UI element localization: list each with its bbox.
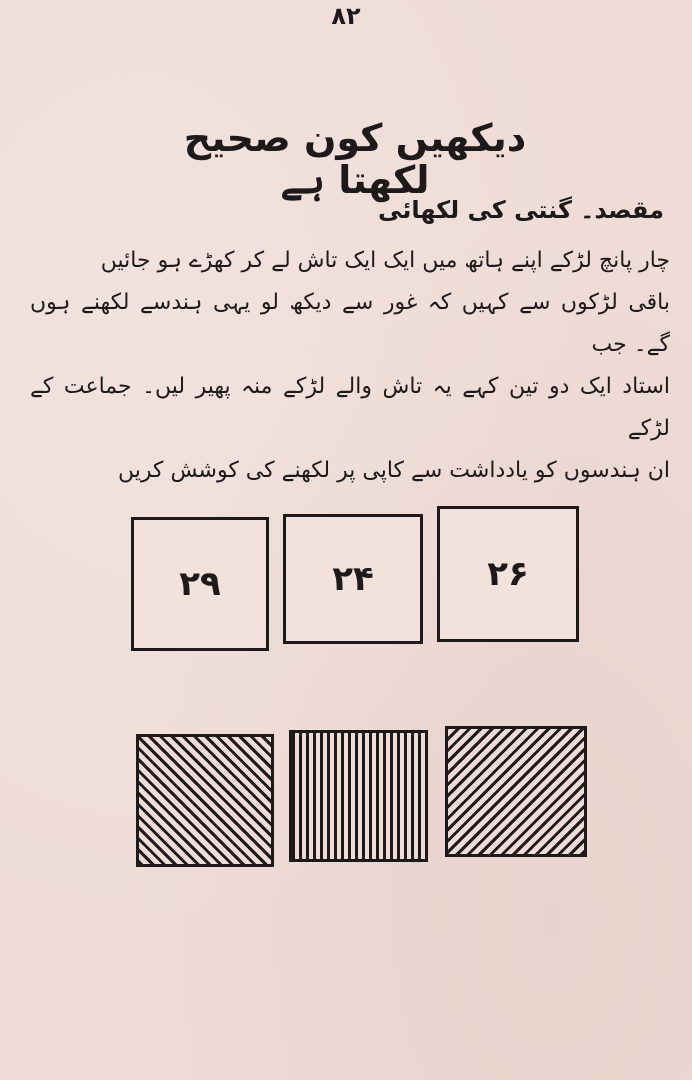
card-back-diagonal: [136, 734, 274, 867]
number-card: [283, 514, 423, 644]
page-title: دیکھیں کون صحیح لکھتا ہے: [183, 116, 527, 202]
card-number: ۲۹: [179, 564, 221, 604]
number-card: [437, 506, 579, 642]
page-number: ۸۲: [331, 2, 361, 30]
paragraph-line: چار پانچ لڑکے اپنے ہاتھ میں ایک ایک تاش لے کر کھڑے ہو جائیں: [100, 248, 670, 273]
paragraph-line: استاد ایک دو تین کہے یہ تاش والے لڑکے منہ پھیر لیں۔ جماعت کے لڑکے: [30, 374, 670, 441]
card-back-diagonal: [445, 726, 587, 857]
paragraph-line: باقی لڑکوں سے کہیں کہ غور سے دیکھ لو یہی ہندسے لکھنے ہوں گے۔ جب: [30, 290, 670, 357]
card-number: ۲۶: [487, 554, 529, 594]
objective-heading: مقصد۔ گنتی کی لکھائی: [378, 196, 664, 224]
number-card: [131, 517, 269, 651]
card-back-vertical: [289, 730, 428, 862]
card-number: ۲۴: [332, 559, 374, 599]
paragraph-line: ان ہندسوں کو یادداشت سے کاپی پر لکھنے کی کوشش کریں: [118, 458, 670, 483]
